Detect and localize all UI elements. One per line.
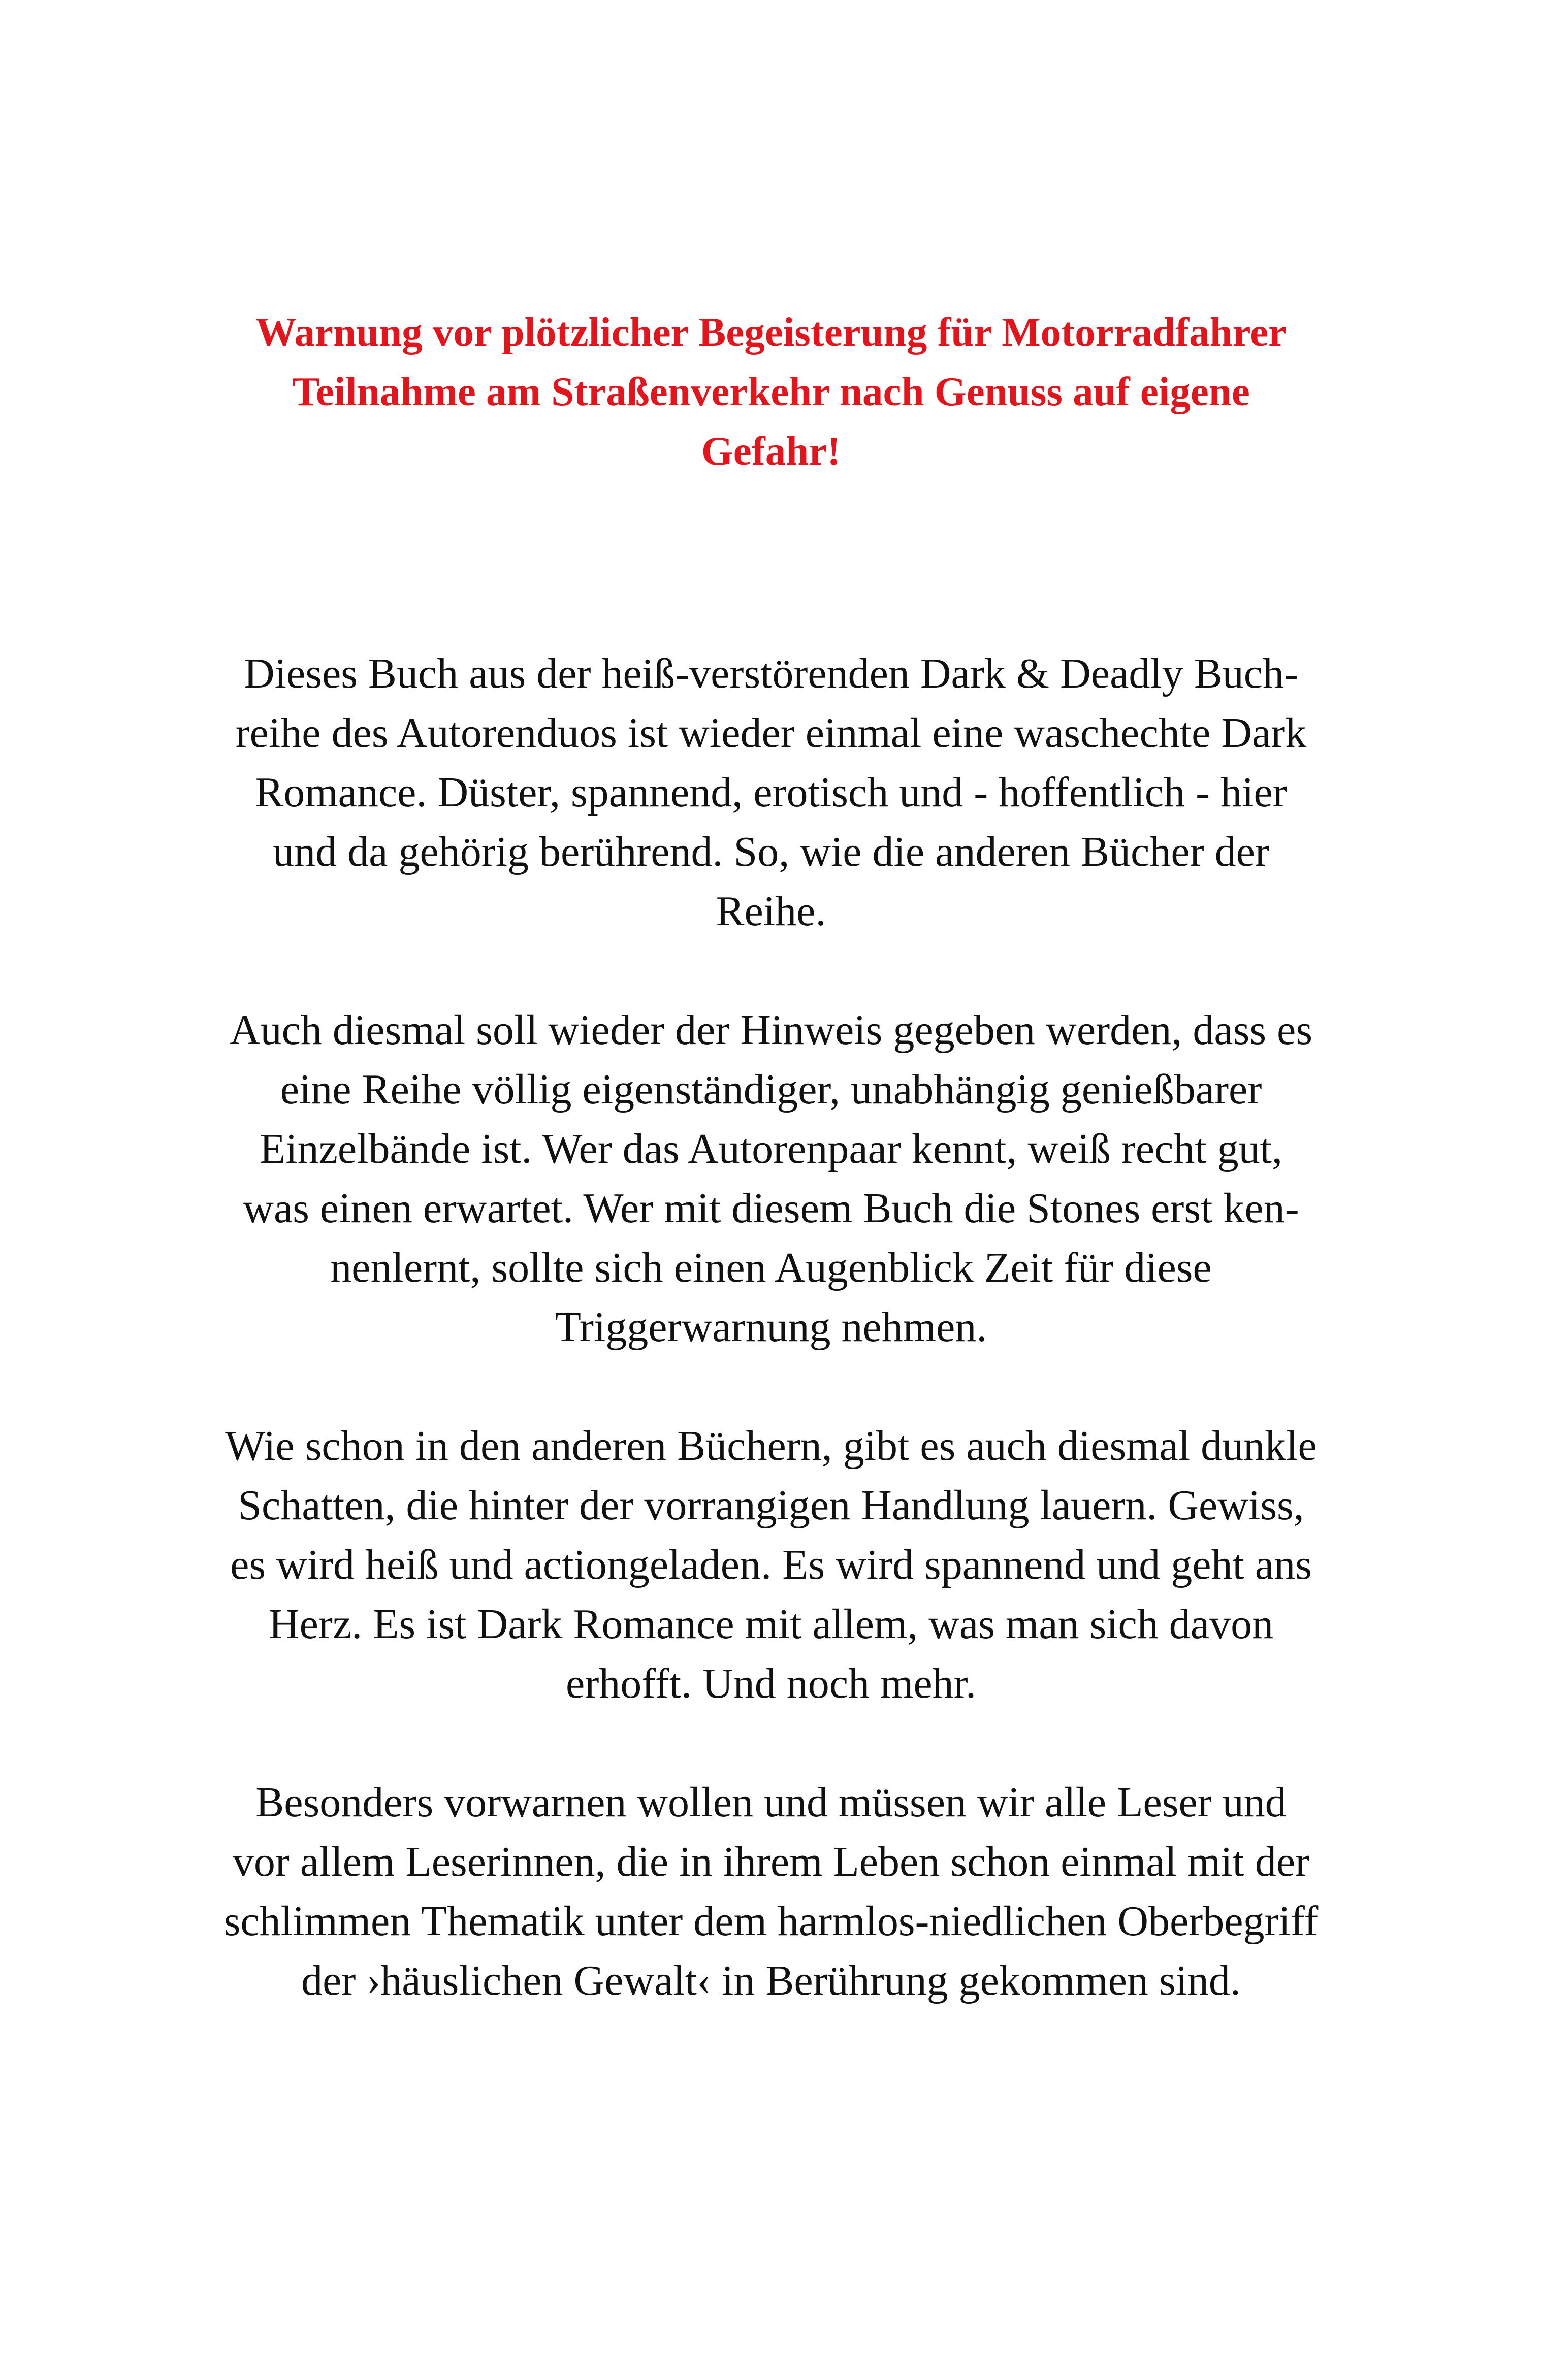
paragraph-domestic-violence-warning: Besonders vorwarnen wollen und müssen wir alle Leser und vor allem Leserinnen, die in ihrem Leben schon einmal mit der schlimmen Thematik unter dem harmlos-niedlichen Oberbegriff der ›häuslichen Gewalt‹ in Berührung gekommen sind.: [223, 1779, 1319, 2004]
paragraph-intro: Dieses Buch aus der heiß-verstörenden Dark & Deadly Buch-reihe des Autorenduos ist wieder einmal eine waschechte Dark Romance. Düster, spannend, erotisch und - hoffentlich - hier und da gehörig berührend. So, wie die anderen Bücher der Reihe.: [235, 650, 1307, 935]
paragraph-dark-shadows: Wie schon in den anderen Büchern, gibt es auch diesmal dunkle Schatten, die hinter der vorrangigen Handlung lauern. Gewiss, es wird heiß und actiongeladen. Es wird spannend und geht ans Herz. Es ist Dark Romance mit allem, was man sich davon erhofft. Und noch mehr.: [225, 1422, 1317, 1707]
warning-line-traffic: Teilnahme am Straßenverkehr nach Genuss auf eigene Gefahr!: [292, 369, 1250, 474]
page-body: [223, 644, 1319, 2010]
warning-line-motorcycle: Warnung vor plötzlicher Begeisterung für Motorradfahrer: [255, 309, 1287, 355]
paragraph-series-note: Auch diesmal soll wieder der Hinweis gegeben werden, dass es eine Reihe völlig eigenständiger, unabhängig genießbarer Einzelbände ist. Wer das Autorenpaar kennt, weiß recht gut, was einen erwartet. Wer mit diesem Buch die Stones erst ken-nenlernt, sollte sich einen Augenblick Zeit für diese Triggerwarnung nehmen.: [229, 1006, 1313, 1351]
trigger-warning-heading: [223, 303, 1319, 481]
